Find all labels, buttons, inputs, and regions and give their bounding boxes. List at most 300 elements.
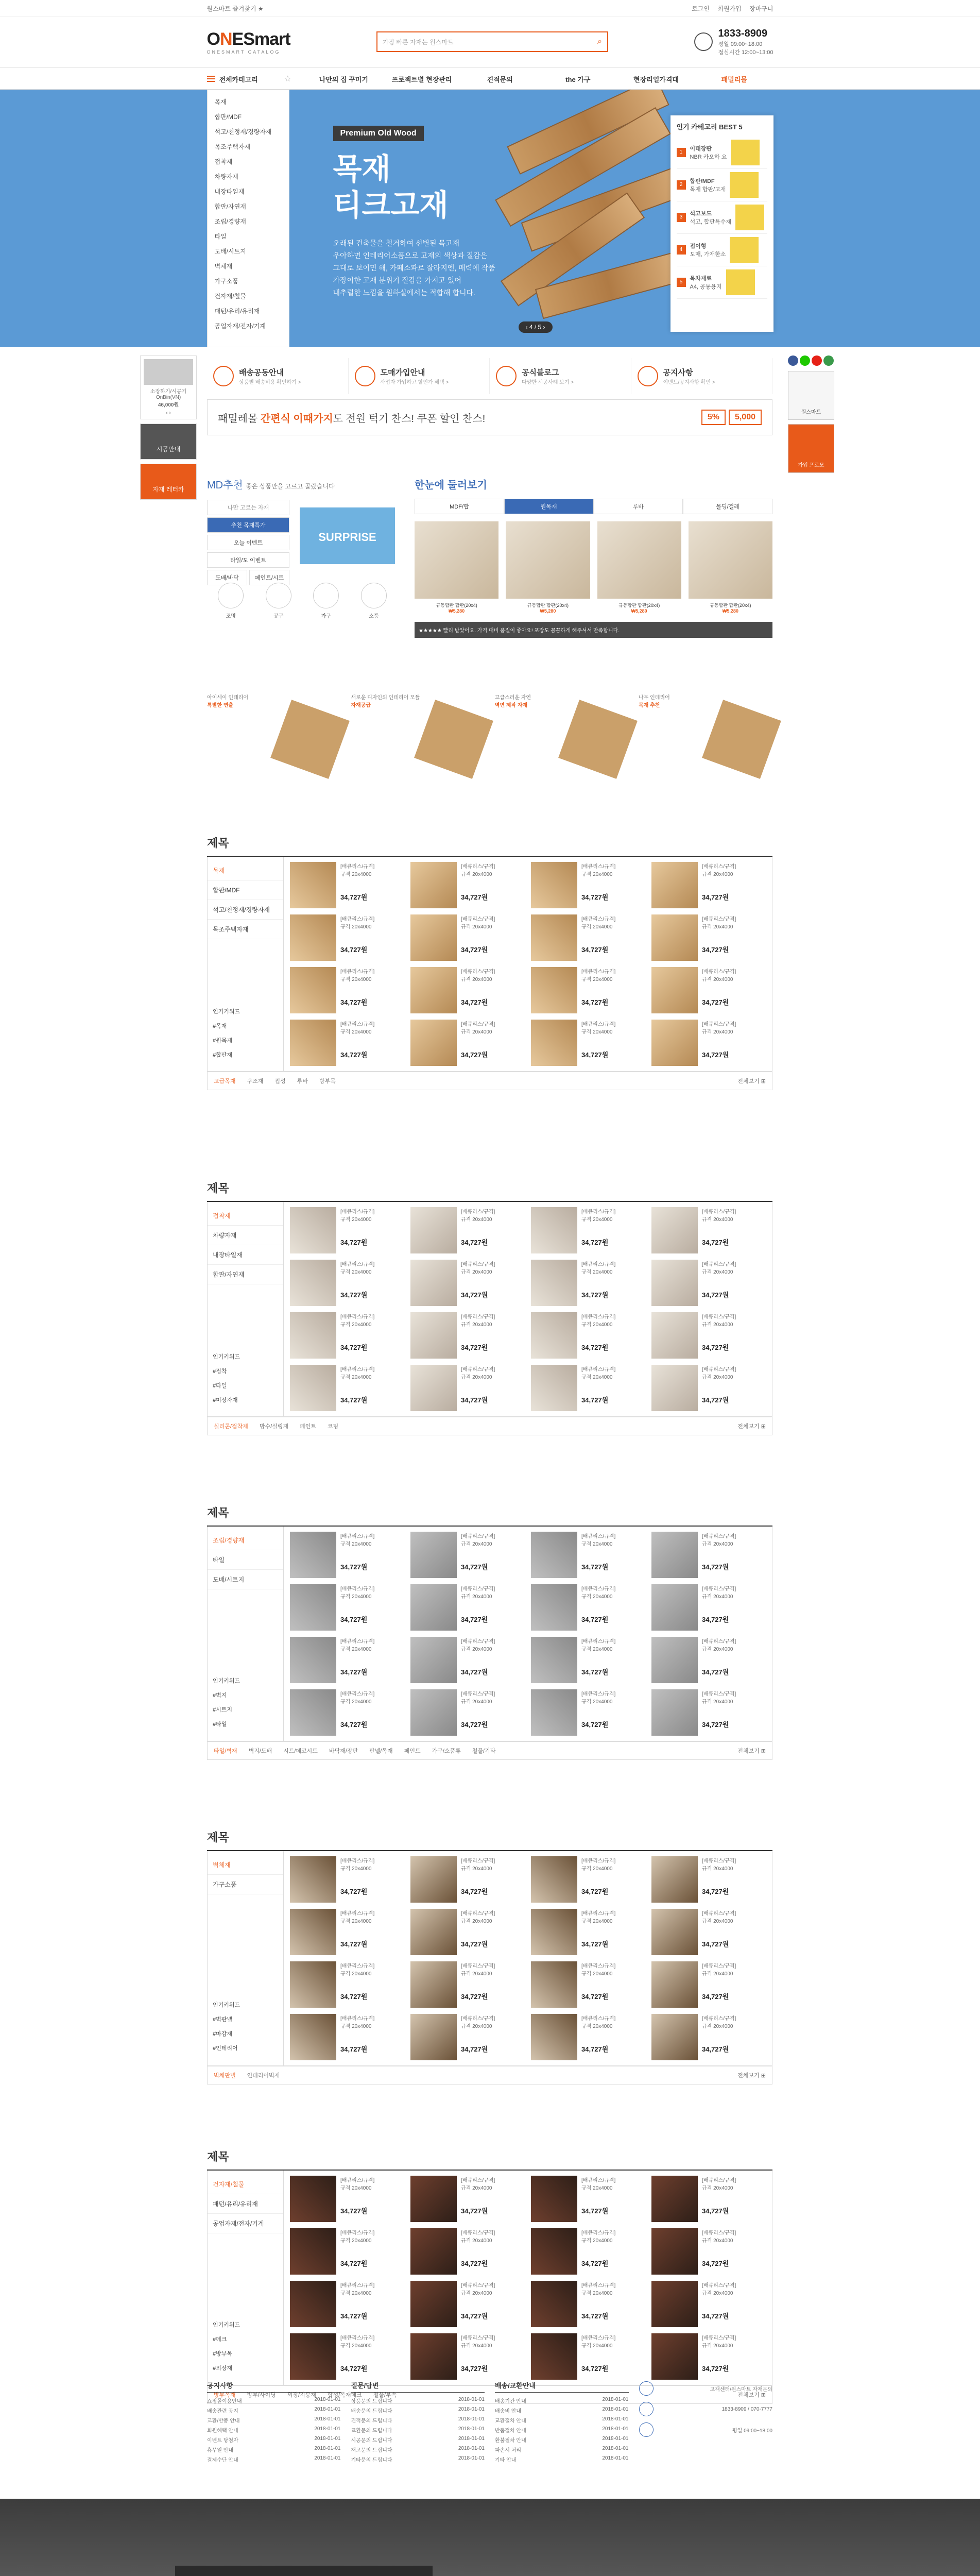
product-image <box>410 1260 457 1306</box>
side-item[interactable]: 도배/시트지 <box>208 1570 283 1589</box>
board-row[interactable] <box>207 2396 341 2405</box>
product-card[interactable] <box>410 1260 525 1306</box>
product-card[interactable] <box>410 1689 525 1736</box>
section-tag[interactable]: 집성 <box>274 1078 286 1084</box>
keyword-tag[interactable]: #미장자재 <box>213 1397 238 1403</box>
info-item[interactable] <box>631 358 773 394</box>
product-card[interactable] <box>290 1689 404 1736</box>
board-row-date: 2018-01-01 <box>602 2446 629 2451</box>
search-input[interactable]: 가장 빠른 자재는 원스마트 ⌕ <box>376 31 608 52</box>
section-tag[interactable]: 방수/실링재 <box>259 1423 288 1430</box>
section-tag[interactable]: 방부목재 <box>214 2392 236 2398</box>
side-item[interactable]: 가구소품 <box>208 1875 283 1894</box>
contact-box <box>639 2380 773 2473</box>
section-tag[interactable]: 인테리어벽재 <box>247 2073 280 2079</box>
product-card[interactable] <box>290 967 404 1013</box>
board-row[interactable] <box>207 2445 341 2454</box>
product-card[interactable] <box>290 1909 404 1955</box>
product-spec: 규격 20x4000 <box>581 1919 613 1924</box>
main-nav <box>0 67 980 90</box>
side-item[interactable]: 합판/자연재 <box>208 1265 283 1284</box>
product-name: [배큐리스/규격] <box>340 1262 375 1267</box>
product-card[interactable] <box>651 1856 766 1903</box>
product-card[interactable] <box>651 1020 766 1066</box>
product-card[interactable] <box>290 1260 404 1306</box>
section-side <box>208 1527 284 1741</box>
product-card[interactable] <box>651 2333 766 2380</box>
kakao-icon[interactable] <box>823 355 834 366</box>
product-card[interactable] <box>290 2014 404 2060</box>
keyword-tag[interactable]: #시트지 <box>213 1707 232 1713</box>
left-rail <box>140 355 197 504</box>
best-name: 접이형 <box>690 243 707 249</box>
product-card[interactable] <box>410 1856 525 1903</box>
section-tag[interactable]: 외장/지붕재 <box>287 2392 316 2398</box>
category-item[interactable]: 건자재/철물 <box>214 293 246 300</box>
product-text <box>702 2014 736 2060</box>
contact-text: 고객센터/원스마트 자재문의 <box>710 2386 772 2393</box>
section-tag[interactable]: 벽체판넬 <box>214 2073 236 2079</box>
md-menu-item[interactable]: 타일/도 이벤트 <box>207 552 289 568</box>
product-card[interactable] <box>410 1909 525 1955</box>
product-card[interactable] <box>651 1689 766 1736</box>
product-card[interactable] <box>290 1365 404 1411</box>
side-item[interactable]: 목재 <box>208 861 283 880</box>
board-row-date: 2018-01-01 <box>458 2455 485 2461</box>
coupon-percent[interactable]: 5% <box>701 410 726 425</box>
product-card[interactable] <box>531 1689 645 1736</box>
product-card[interactable] <box>651 862 766 908</box>
section-tag[interactable]: 방부/사이딩 <box>247 2392 276 2398</box>
info-item[interactable] <box>490 358 631 394</box>
glance-tab[interactable]: 원목재 <box>504 499 594 514</box>
product-card[interactable] <box>290 1532 404 1578</box>
product-card[interactable] <box>531 2333 645 2380</box>
product-card[interactable] <box>531 1856 645 1903</box>
category-item[interactable]: 목조주택자재 <box>214 143 251 150</box>
keyword-tag[interactable]: #목재 <box>213 1023 227 1029</box>
board-row[interactable] <box>495 2415 629 2425</box>
view-all-link[interactable]: 전체보기 ⊞ <box>737 1748 766 1754</box>
glance-product[interactable] <box>506 521 590 614</box>
product-card[interactable] <box>651 1637 766 1683</box>
glance-product[interactable] <box>689 521 772 614</box>
md-menu-item[interactable]: 추천 목재특가 <box>207 517 289 533</box>
product-card[interactable] <box>290 2333 404 2380</box>
product-card[interactable] <box>410 1584 525 1631</box>
material-image <box>414 700 493 779</box>
keyword-tag[interactable]: #데크 <box>213 2336 227 2343</box>
side-item[interactable]: 공업자재/전자/기계 <box>208 2214 283 2233</box>
board-row[interactable] <box>207 2454 341 2464</box>
product-card[interactable] <box>410 1020 525 1066</box>
product-image <box>651 1584 698 1631</box>
view-all-link[interactable]: 전체보기 ⊞ <box>737 2073 766 2079</box>
side-item[interactable]: 조립/경량재 <box>208 1531 283 1550</box>
category-item[interactable]: 목재 <box>214 98 227 106</box>
section-tag[interactable]: 루바 <box>297 1078 308 1084</box>
product-card[interactable] <box>410 862 525 908</box>
product-card[interactable] <box>290 1856 404 1903</box>
board-row[interactable] <box>207 2405 341 2415</box>
product-spec: 규격 20x4000 <box>581 2238 613 2244</box>
category-item[interactable]: 합판/MDF <box>214 113 242 121</box>
product-card[interactable] <box>290 1020 404 1066</box>
board-row[interactable] <box>495 2435 629 2445</box>
side-item[interactable]: 타일 <box>208 1550 283 1570</box>
surprise-banner[interactable]: SURPRISE <box>300 507 395 564</box>
product-image <box>531 1961 577 2008</box>
md-icon-furniture[interactable]: 가구 <box>313 580 339 619</box>
product-card[interactable] <box>410 2333 525 2380</box>
product-card[interactable] <box>651 1584 766 1631</box>
material-item[interactable] <box>351 693 485 786</box>
product-card[interactable] <box>410 1532 525 1578</box>
board-row[interactable] <box>495 2454 629 2464</box>
side-item[interactable]: 패턴/유리/유리재 <box>208 2194 283 2214</box>
board-row[interactable] <box>351 2405 485 2415</box>
md-menu-item[interactable]: 도배/바닥 <box>207 570 247 585</box>
md-icon-tool[interactable]: 공구 <box>266 580 291 619</box>
product-card[interactable] <box>531 1365 645 1411</box>
glance-product[interactable] <box>597 521 681 614</box>
next-icon[interactable]: › <box>169 410 171 416</box>
md-icon-goods[interactable]: 소품 <box>361 580 387 619</box>
glance-product[interactable] <box>415 521 498 614</box>
keyword-tag[interactable]: #접착 <box>213 1368 227 1375</box>
side-item[interactable]: 목조주택자재 <box>208 920 283 939</box>
product-card[interactable] <box>290 1207 404 1253</box>
keyword-tag[interactable]: #타일 <box>213 1721 227 1727</box>
chair-icon <box>313 583 339 608</box>
board-row[interactable] <box>495 2405 629 2415</box>
product-spec: 규격 20x4000 <box>461 1971 492 1977</box>
glance-tab[interactable]: 루바 <box>594 499 683 514</box>
product-card[interactable] <box>410 2228 525 2275</box>
info-item[interactable] <box>349 358 490 394</box>
side-item[interactable]: 합판/MDF <box>208 880 283 900</box>
category-item[interactable]: 가구소품 <box>214 278 238 285</box>
keyword-tag[interactable]: #마감재 <box>213 2031 232 2037</box>
product-text <box>340 1689 374 1736</box>
product-name: [배큐리스/규격] <box>461 1022 495 1027</box>
product-card[interactable] <box>651 2176 766 2222</box>
product-price: 34,727원 <box>340 2260 368 2267</box>
section-tag[interactable]: 가구/소품류 <box>432 1748 461 1754</box>
category-item[interactable]: 타일 <box>214 233 227 240</box>
material-item[interactable] <box>639 693 772 786</box>
product-image <box>410 1637 457 1683</box>
product-card[interactable] <box>651 2281 766 2327</box>
product-price: 34,727원 <box>581 2207 609 2215</box>
board-row[interactable] <box>495 2425 629 2435</box>
view-all-link[interactable]: 전체보기 ⊞ <box>737 1078 766 1084</box>
product-image <box>290 2228 336 2275</box>
keyword-tag[interactable]: #타일 <box>213 1383 227 1389</box>
product-card[interactable] <box>651 1365 766 1411</box>
category-item[interactable]: 석고/천정재/경량자재 <box>214 128 272 135</box>
product-text <box>581 1961 615 2008</box>
section-tag[interactable]: 타일/벽재 <box>214 1748 237 1754</box>
product-card[interactable] <box>290 1961 404 2008</box>
product-card[interactable] <box>531 1961 645 2008</box>
product-card[interactable] <box>290 2176 404 2222</box>
product-price: 34,727원 <box>702 946 729 954</box>
info-title: 도매가입안내 <box>380 368 425 377</box>
best-item[interactable] <box>677 201 767 234</box>
side-item[interactable]: 내장타일재 <box>208 1245 283 1265</box>
view-all-link[interactable]: 전체보기 ⊞ <box>737 1423 766 1430</box>
board-row[interactable] <box>495 2396 629 2405</box>
board-row[interactable] <box>207 2415 341 2425</box>
product-price: 34,727원 <box>340 1940 368 1948</box>
product-spec: 규격 20x4000 <box>581 977 613 982</box>
product-image <box>290 862 336 908</box>
product-card[interactable] <box>531 1584 645 1631</box>
best-rank: 4 <box>677 245 686 255</box>
product-card[interactable] <box>651 1909 766 1955</box>
category-item[interactable]: 차량자재 <box>214 173 238 180</box>
md-icon-light[interactable]: 조명 <box>218 580 244 619</box>
board-title[interactable]: 배송/교환안내 <box>495 2380 629 2393</box>
best-thumb <box>730 172 759 198</box>
nav-item[interactable]: 현장리얼가격대 <box>633 75 679 83</box>
product-text <box>461 1584 495 1631</box>
product-image <box>651 2228 698 2275</box>
product-card[interactable] <box>651 1532 766 1578</box>
product-card[interactable] <box>290 1584 404 1631</box>
promo-card[interactable]: 가입 프로모 <box>788 424 834 473</box>
product-card[interactable] <box>290 2281 404 2327</box>
board-title[interactable]: 공지사항 <box>207 2380 341 2393</box>
category-item[interactable]: 도배/시트지 <box>214 248 246 255</box>
best-item[interactable] <box>677 266 767 299</box>
section-tag[interactable]: 코팅 <box>327 1423 339 1430</box>
product-card[interactable] <box>290 914 404 961</box>
best-item[interactable] <box>677 234 767 266</box>
section-tag[interactable]: 고급목재 <box>214 1078 236 1084</box>
product-spec: 규격 20x4000 <box>702 1269 733 1275</box>
side-item[interactable]: 벽체재 <box>208 1855 283 1875</box>
product-card[interactable] <box>651 2228 766 2275</box>
keyword-tag[interactable]: #합판재 <box>213 1052 232 1058</box>
info-item[interactable] <box>207 358 349 394</box>
product-card[interactable] <box>410 1365 525 1411</box>
nav-item[interactable]: 나만의 집 꾸미기 <box>319 75 368 83</box>
section-tag[interactable]: 바닥재/장판 <box>329 1748 358 1754</box>
side-item[interactable]: 접착제 <box>208 1206 283 1226</box>
board-row[interactable] <box>351 2425 485 2435</box>
board-row[interactable] <box>495 2445 629 2454</box>
product-card[interactable] <box>290 1637 404 1683</box>
product-text <box>702 1584 736 1631</box>
product-card[interactable] <box>651 967 766 1013</box>
product-card[interactable] <box>410 2014 525 2060</box>
board-row[interactable] <box>351 2435 485 2445</box>
best-item[interactable] <box>677 137 767 169</box>
product-price: 34,727원 <box>340 2045 368 2053</box>
facebook-icon[interactable] <box>788 355 798 366</box>
view-all-link[interactable]: 전체보기 ⊞ <box>737 2392 766 2398</box>
product-image <box>410 862 457 908</box>
board-title[interactable]: 질문/답변 <box>351 2380 485 2393</box>
product-card[interactable] <box>410 1637 525 1683</box>
section-tag[interactable]: 판넬/목재 <box>369 1748 393 1754</box>
product-card[interactable] <box>531 914 645 961</box>
glance-tab[interactable]: MDF/합 <box>415 499 504 514</box>
review-bar[interactable]: ★★★★★ 빨리 받았어요. 가격 대비 품질이 좋아요! 포장도 꼼꼼하게 해주셔서 만족합니다. <box>415 622 772 638</box>
product-card[interactable] <box>531 2228 645 2275</box>
product-card[interactable] <box>531 2176 645 2222</box>
section-tag[interactable]: 벽지/도배 <box>248 1748 272 1754</box>
product-card[interactable] <box>290 2228 404 2275</box>
product-spec: 규격 20x4000 <box>702 1971 733 1977</box>
product-image <box>290 1584 336 1631</box>
product-card[interactable] <box>290 862 404 908</box>
board-row[interactable] <box>351 2445 485 2454</box>
product-card[interactable] <box>410 914 525 961</box>
nav-item[interactable]: the 가구 <box>565 75 591 83</box>
section-tag[interactable]: 페인트 <box>300 1423 316 1430</box>
board-row[interactable] <box>351 2396 485 2405</box>
category-item[interactable]: 접착제 <box>214 158 233 165</box>
keyword-tag[interactable]: #원목재 <box>213 1038 232 1044</box>
rail-guide-button[interactable]: 시공안내 <box>140 423 197 460</box>
category-item[interactable]: 합판/자연재 <box>214 203 246 210</box>
product-card[interactable] <box>531 1020 645 1066</box>
category-item[interactable]: 벽체재 <box>214 263 233 270</box>
side-item[interactable]: 석고/천정재/경량자재 <box>208 900 283 920</box>
product-price: 34,727원 <box>340 1396 368 1404</box>
board-row[interactable] <box>207 2435 341 2445</box>
product-image <box>290 1909 336 1955</box>
product-spec: 규격 20x4000 <box>702 977 733 982</box>
bookmark-link[interactable]: 원스마트 즐겨찾기 ★ <box>207 5 264 12</box>
board-row[interactable] <box>351 2415 485 2425</box>
product-name: [배큐리스/규격] <box>581 2335 616 2341</box>
product-card[interactable] <box>410 1312 525 1359</box>
product-card[interactable] <box>410 2176 525 2222</box>
prev-icon[interactable]: ‹ <box>166 410 168 416</box>
product-card[interactable] <box>651 2014 766 2060</box>
product-card[interactable] <box>531 1312 645 1359</box>
section-tag[interactable]: 구조재 <box>247 1078 264 1084</box>
product-card[interactable] <box>410 1961 525 2008</box>
product-card[interactable] <box>651 1207 766 1253</box>
md-menu-item[interactable]: 페인트/시트 <box>249 570 289 585</box>
section-tag[interactable]: 합성/목재데크 <box>327 2392 362 2398</box>
material-item[interactable] <box>495 693 629 786</box>
product-price: 34,727원 <box>702 1616 729 1623</box>
blog-icon[interactable] <box>800 355 810 366</box>
product-card[interactable] <box>410 1207 525 1253</box>
product-image <box>531 2176 577 2222</box>
product-card[interactable] <box>651 1961 766 2008</box>
board-row-title: 기타 안내 <box>495 2458 517 2463</box>
glance-tab[interactable]: 몰딩/걸레 <box>683 499 772 514</box>
section-tag[interactable]: 시트/데코시트 <box>283 1748 318 1754</box>
nav-item-family-mall[interactable]: 패밀리몰 <box>721 75 747 83</box>
keyword-tag[interactable]: #외장재 <box>213 2365 232 2371</box>
product-card[interactable] <box>531 2014 645 2060</box>
category-menu-button[interactable]: 전체카테고리 <box>207 74 284 84</box>
product-card[interactable] <box>531 1207 645 1253</box>
search-icon[interactable]: ⌕ <box>597 37 603 46</box>
slide-pager[interactable]: ‹ 4 / 5 › <box>519 321 553 333</box>
product-card[interactable] <box>651 1260 766 1306</box>
logo[interactable]: ONESmart ONESMART CATALOG <box>207 29 290 55</box>
best-text <box>690 177 726 193</box>
section-tag[interactable]: 실리콘/접착제 <box>214 1423 248 1430</box>
product-card[interactable] <box>651 1312 766 1359</box>
youtube-icon[interactable] <box>812 355 822 366</box>
product-card[interactable] <box>531 862 645 908</box>
keyword-tag[interactable]: #벽판넬 <box>213 2016 232 2023</box>
keyword-tag[interactable]: #벽지 <box>213 1692 227 1699</box>
product-image <box>410 1584 457 1631</box>
product-card[interactable] <box>290 1312 404 1359</box>
board-row-title: 이벤트 당첨자 <box>207 2438 238 2444</box>
coupon-banner[interactable]: 패밀레몰 간편식 이때가지도 전원 턱기 찬스! 쿠폰 할인 찬스! 5% 5,000 <box>207 399 772 435</box>
product-card[interactable] <box>410 2281 525 2327</box>
best-item[interactable] <box>677 169 767 201</box>
product-card[interactable] <box>531 1637 645 1683</box>
section-tag[interactable]: 철물/기타 <box>472 1748 496 1754</box>
board-row[interactable] <box>207 2425 341 2435</box>
cart-link[interactable]: 장바구니 <box>749 5 773 12</box>
login-link[interactable]: 로그인 <box>692 5 710 12</box>
product-name: [배큐리스/규격] <box>461 1586 495 1592</box>
info-desc: 다양한 시공사례 보기 > <box>522 380 574 385</box>
category-item[interactable]: 공업자재/전자/기계 <box>214 323 266 330</box>
product-name: 규동합판 합판(20x4) <box>527 603 569 608</box>
section-tag[interactable]: 페인트 <box>404 1748 421 1754</box>
join-link[interactable]: 회원가입 <box>717 5 742 12</box>
product-spec: 규격 20x4000 <box>702 872 733 877</box>
coupon-amount[interactable]: 5,000 <box>729 410 762 425</box>
product-card[interactable] <box>531 967 645 1013</box>
section-tag[interactable]: 철물/부속 <box>373 2392 397 2398</box>
side-item[interactable]: 건자재/철물 <box>208 2175 283 2194</box>
product-card[interactable] <box>651 914 766 961</box>
board-row-date: 2018-01-01 <box>458 2436 485 2442</box>
category-item[interactable]: 내장타일재 <box>214 188 245 195</box>
nav-item[interactable]: 프로젝트별 현장관리 <box>391 75 452 83</box>
product-card[interactable] <box>410 967 525 1013</box>
board-row[interactable] <box>351 2454 485 2464</box>
product-card[interactable] <box>531 1532 645 1578</box>
material-item[interactable] <box>207 693 341 786</box>
product-card[interactable] <box>531 2281 645 2327</box>
md-menu-item[interactable]: 오늘 이벤트 <box>207 535 289 550</box>
category-item[interactable]: 패턴/유리/유리재 <box>214 308 260 315</box>
keyword-tag[interactable]: #인테리어 <box>213 2045 238 2052</box>
rail-rent-button[interactable]: 자재 레터카 <box>140 464 197 500</box>
company-card[interactable]: 원스마트 <box>788 371 834 420</box>
keyword-tag[interactable]: #방부목 <box>213 2351 232 2357</box>
nav-item[interactable]: 견적문의 <box>487 75 513 83</box>
star-icon[interactable]: ☆ <box>284 75 291 83</box>
product-spec: 규격 20x4000 <box>461 1919 492 1924</box>
section-tag[interactable]: 방부목 <box>319 1078 336 1084</box>
side-item[interactable]: 차량자재 <box>208 1226 283 1245</box>
product-name: [배큐리스/규격] <box>581 2283 616 2289</box>
product-card[interactable] <box>531 1909 645 1955</box>
category-item[interactable]: 조립/경량재 <box>214 218 246 225</box>
material-sub: 벽면 제작 자재 <box>494 703 528 708</box>
product-card[interactable] <box>531 1260 645 1306</box>
rail-product-thumb[interactable]: 소장하기/시공기 OnBin(VN) 46,000원 ‹ › <box>140 355 197 419</box>
